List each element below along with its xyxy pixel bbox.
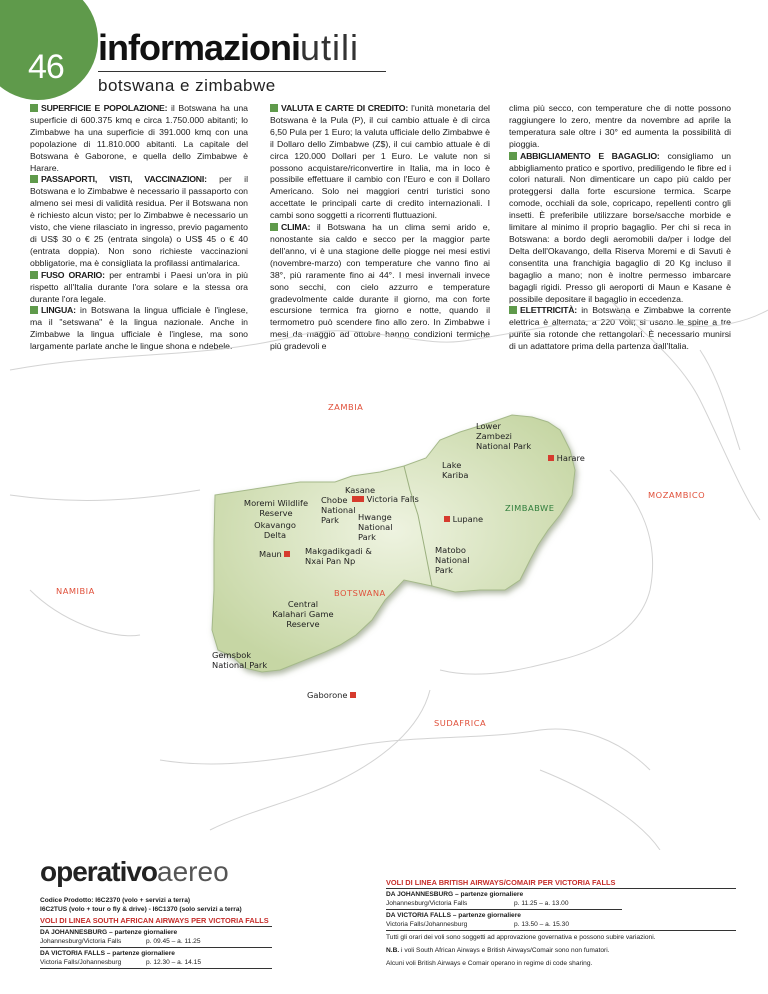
- saa-from-row: [40, 937, 272, 946]
- location-marker-icon: [358, 496, 364, 502]
- place-lupane: Lupane: [444, 514, 483, 524]
- operativo-title: [40, 856, 229, 888]
- location-marker-icon: [350, 692, 356, 698]
- place-maun: Maun: [259, 549, 290, 559]
- country-label-namibia: NAMIBIA: [56, 586, 95, 596]
- heading-superficie: SUPERFICIE E POPOLAZIONE:: [41, 103, 168, 113]
- heading-fuso-orario: FUSO ORARIO:: [41, 269, 105, 280]
- note-fumatori: [386, 946, 736, 955]
- divider: [40, 968, 272, 969]
- note-nb: N.B.: [386, 947, 400, 954]
- product-code-1: Codice Prodotto: I6C2370 (volo + servizi a terra): [40, 897, 191, 904]
- divider: [40, 947, 272, 948]
- page-subtitle: botswana e zimbabwe: [98, 76, 276, 95]
- heading-lingua: LINGUA:: [41, 305, 76, 316]
- saa-title: VOLI DI LINEA SOUTH AFRICAN AIRWAYS PER VICTORIA FALLS: [40, 916, 269, 925]
- saa-to-time: p. 12.30 – a. 14.15: [146, 959, 201, 966]
- place-moremi: Moremi Wildlife Reserve: [243, 498, 309, 518]
- title-divider: [98, 71, 386, 72]
- product-code-2: I6C2TUS (volo + tour o fly & drive) - I6C1370 (solo servizi a terra): [40, 906, 242, 913]
- country-label-zimbabwe: ZIMBABWE: [505, 503, 555, 513]
- text-clima-cont: clima più secco, con temperature che di notte possono raggiungere lo zero, mentre da novembre ad aprile la temperatura sale oltre i 30° ed aumenta la possibilità di pioggia.: [509, 103, 731, 149]
- page-number: 46: [28, 48, 64, 86]
- country-label-mozambico: MOZAMBICO: [648, 490, 706, 500]
- text-fuso-orario: per entrambi i Paesi un'ora in più rispetto all'Italia durante l'ora solare e la stessa ora durante l'ora legale.: [30, 269, 248, 304]
- heading-valuta: VALUTA E CARTE DI CREDITO:: [281, 103, 409, 113]
- note-code-sharing: Alcuni voli British Airways e Comair operano in regime di code sharing.: [386, 960, 593, 967]
- place-makgadikgadi: Makgadikgadi & Nxai Pan Np: [305, 546, 372, 566]
- text-passaporti: per il Botswana e lo Zimbabwe è necessario il passaporto con almeno sei mesi di validità residua. Per il Botswana non è richiesto alcun visto; per lo Zimbabwe è necessario un visto, che viene rilasciato in ingresso, previo pagamento di US$ 30 o € 25 (entrata singola) o US$ 45 o € 40 (entrata doppia). Non sono richieste vaccinazioni obbligatorie, ma è consigliata la profilassi antimalarica.: [30, 174, 248, 268]
- text-superficie: il Botswana ha una superficie di 600.375 kmq e circa 1.750.000 abitanti; lo Zimbabwe ha una superficie di 391.000 kmq con una popolazione di 11.810.000 abitanti. La capitale del Botswana è Gaborone, e quella dello Zimbabwe è Harare.: [30, 103, 248, 173]
- note-orari: Tutti gli orari dei voli sono soggetti ad approvazione governativa e possono subire variazioni.: [386, 934, 656, 941]
- country-label-botswana: BOTSWANA: [334, 588, 386, 598]
- heading-abbigliamento: ABBIGLIAMENTO E BAGAGLIO:: [520, 150, 660, 161]
- operativo-title-bold: operativo: [40, 856, 158, 887]
- map: [0, 290, 768, 850]
- country-label-zambia: ZAMBIA: [328, 402, 364, 412]
- bullet-icon: [509, 152, 517, 160]
- place-victoria-falls: Victoria Falls: [358, 494, 419, 504]
- saa-to-route: Victoria Falls/Johannesburg: [40, 959, 122, 966]
- ba-from-heading: DA JOHANNESBURG – partenze giornaliere: [386, 891, 524, 898]
- paragraph-valuta: [270, 103, 490, 222]
- bullet-icon: [270, 104, 278, 112]
- title-light: utili: [300, 27, 360, 68]
- place-chobe: Chobe National Park: [321, 495, 356, 525]
- location-marker-icon: [444, 516, 450, 522]
- text-valuta: l'unità monetaria del Botswana è la Pula (P), il cui cambio attuale è di circa 6,50 Pula per 1 Euro; la valuta ufficiale dello Zimbabwe è il Dollaro dello Zimbabwe (Z$), il cui cambio attuale è di circa 120.000 Dollari per 1 Euro. Le valute non si possono acquistare/riconvertire in Italia, ma in loco è possibile effettuare il cambio con l'Euro e con il Dollaro Americano. Solo nei maggiori centri turistici sono accettate le principali carte di credito internazionali. I cambi sono soggetti a ricorrenti fluttuazioni.: [270, 103, 490, 221]
- ba-to-heading: DA VICTORIA FALLS – partenze giornaliere: [386, 912, 521, 919]
- saa-from-heading: DA JOHANNESBURG – partenze giornaliere: [40, 929, 178, 936]
- ba-to-row: [386, 920, 736, 929]
- paragraph-abbigliamento: [509, 151, 731, 306]
- text-lingua: in Botswana la lingua ufficiale è l'inglese, ma il "setswana" è la lingua nazionale. Anche in Zimbabwe la lingua ufficiale è l'inglese, ma sono largamente parlate anche le lingue shona e ndebele.: [30, 305, 248, 352]
- page-title: [98, 27, 360, 68]
- saa-to-row: [40, 958, 272, 967]
- ba-to-route: Victoria Falls/Johannesburg: [386, 921, 468, 928]
- text-elettricita: in Botswana e Zimbabwe la corrente elettrica è alternata, a 220 Volt; si usano le spine a tre punte sia rotonde che rettangolari. È necessario munirsi di un adattatore prima della partenza dall'Italia.: [509, 305, 731, 352]
- saa-block: [40, 916, 272, 970]
- bullet-icon: [30, 175, 38, 183]
- heading-passaporti: PASSAPORTI, VISTI, VACCINAZIONI:: [41, 174, 207, 185]
- paragraph-passaporti: [30, 174, 248, 269]
- saa-from-time: p. 09.45 – a. 11.25: [146, 938, 201, 945]
- place-lake-kariba: Lake Kariba: [442, 460, 469, 480]
- place-lower-zambezi: Lower Zambezi National Park: [476, 421, 532, 451]
- place-okavango: Okavango Delta: [254, 520, 296, 540]
- divider: [40, 926, 272, 927]
- place-hwange: Hwange National Park: [358, 512, 393, 542]
- place-kasane: Kasane: [345, 485, 376, 495]
- title-bold: informazioni: [98, 27, 300, 68]
- heading-clima: CLIMA:: [281, 222, 311, 233]
- country-label-sudafrica: SUDAFRICA: [434, 718, 487, 728]
- divider: [386, 888, 736, 889]
- operativo-title-light: aereo: [157, 856, 229, 887]
- ba-from-time: p. 11.25 – a. 13.00: [514, 900, 569, 907]
- map-graphic: [0, 290, 768, 850]
- place-gaborone: Gaborone: [307, 690, 356, 700]
- bullet-icon: [30, 271, 38, 279]
- place-matobo: Matobo National Park: [435, 545, 470, 575]
- bullet-icon: [270, 223, 278, 231]
- note-fumatori-text: i voli South African Airways e British Airways/Comair sono non fumatori.: [399, 947, 610, 954]
- location-marker-icon: [284, 551, 290, 557]
- text-abbigliamento: consigliamo un abbigliamento pratico e sportivo, prediligendo le fibre ed i colori naturali. Non dimenticare un capo più caldo per proteggersi dalla forte escursione termica. Scarpe comode, occhiali da sole, copricapo, repellenti contro gli insetti. È preferibile utilizzare borse/sacche morbide e limitare al minimo il proprio bagaglio. Per chi si reca in Botswana: a bordo degli aeromobili da/per i lodge del Delta dell'Okavango, della Riserva Moremi e di Savuti è consentita una franchigia bagaglio di 20 Kg incluso il bagaglio a mano; non è inoltre permesso imbarcare bagagli rigidi. Presso gli aeroporti di Maun e Kasane è possibile depositare il bagaglio in eccedenza.: [509, 150, 731, 304]
- text-clima: il Botswana ha un clima semi arido e, nonostante sia caldo e secco per la maggior parte dell'anno, vi è una stagione delle piogge nei mesi estivi (novembre-marzo) con temperature che vanno fino ai 38°, più raramente fino ai 44°. I mesi invernali invece sono secchi, con cielo azzurro e temperature gradevolmente calde durante il giorno, ma con forte escursione termica fra giorno e notte, quando il termometro può scendere fino allo zero. In Zimbabwe i mesi da maggio ad ottobre hanno condizioni termiche più gradevoli e: [270, 222, 490, 352]
- place-central-kalahari: Central Kalahari Game Reserve: [272, 599, 334, 629]
- place-gemsbok: Gemsbok National Park: [212, 650, 268, 670]
- location-marker-icon: [548, 455, 554, 461]
- heading-elettricita: ELETTRICITÀ:: [520, 305, 577, 316]
- ba-from-route: Johannesburg/Victoria Falls: [386, 900, 468, 907]
- product-codes: [40, 896, 320, 914]
- ba-from-row: [386, 899, 736, 908]
- paragraph-superficie: [30, 103, 248, 174]
- ba-title: VOLI DI LINEA BRITISH AIRWAYS/COMAIR PER VICTORIA FALLS: [386, 878, 616, 887]
- divider: [386, 930, 736, 931]
- bullet-icon: [30, 104, 38, 112]
- divider: [386, 909, 622, 910]
- place-harare: Harare: [548, 453, 585, 463]
- saa-to-heading: DA VICTORIA FALLS – partenze giornaliere: [40, 950, 175, 957]
- saa-from-route: Johannesburg/Victoria Falls: [40, 938, 122, 945]
- ba-block: [386, 878, 736, 968]
- paragraph-clima-cont: [509, 103, 731, 151]
- ba-to-time: p. 13.50 – a. 15.30: [514, 921, 569, 928]
